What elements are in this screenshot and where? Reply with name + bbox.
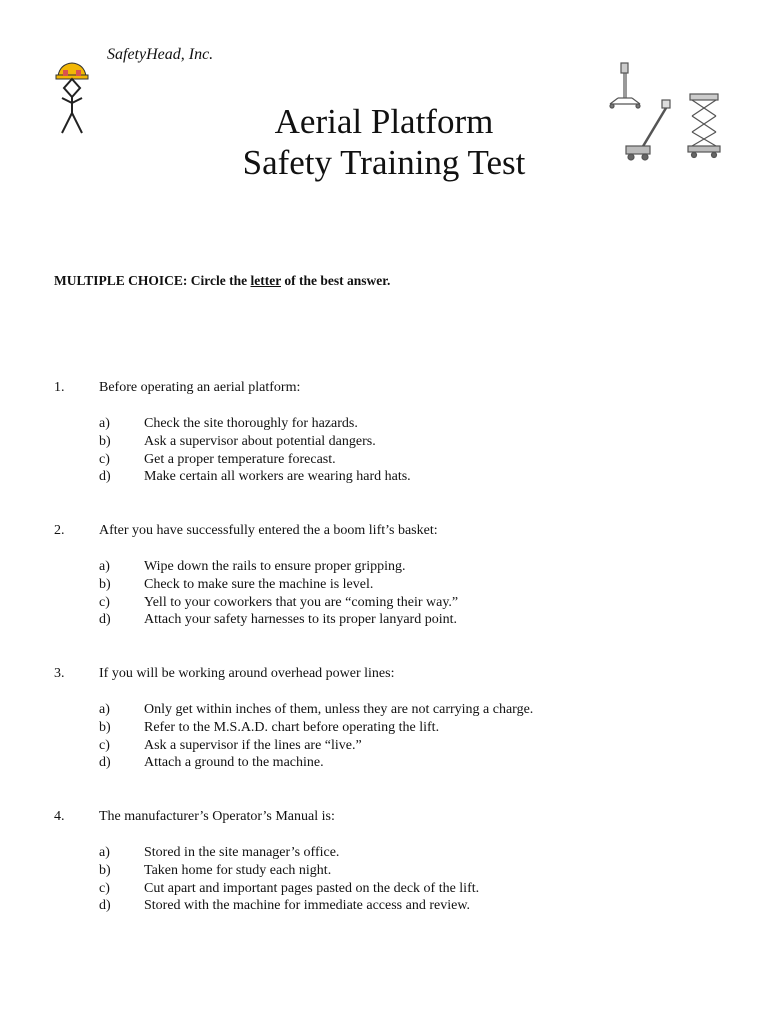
question-number: 2.	[54, 523, 65, 538]
choice-item[interactable]	[54, 701, 734, 719]
choice-item[interactable]	[54, 897, 734, 915]
question-4	[54, 808, 734, 915]
choice-text: Refer to the M.S.A.D. chart before operating the lift.	[144, 719, 440, 735]
choice-letter[interactable]: d)	[99, 469, 111, 485]
choice-text: Attach your safety harnesses to its proper lanyard point.	[144, 612, 457, 628]
question-text: After you have successfully entered the a boom lift’s basket:	[99, 523, 438, 538]
question-number: 3.	[54, 666, 65, 681]
question-3	[54, 665, 734, 772]
choice-letter[interactable]: a)	[99, 416, 110, 431]
choice-item[interactable]	[54, 611, 734, 629]
question-number: 1.	[54, 380, 65, 395]
question-2	[54, 522, 734, 629]
choice-item[interactable]	[54, 754, 734, 772]
choice-letter[interactable]: a)	[99, 702, 110, 717]
choice-letter[interactable]: c)	[99, 451, 110, 467]
choice-text: Make certain all workers are wearing hard hats.	[144, 469, 411, 485]
choice-item[interactable]	[54, 594, 734, 612]
choice-text: Ask a supervisor about potential dangers.	[144, 433, 376, 449]
choice-text: Stored in the site manager’s office.	[144, 845, 340, 860]
choice-item[interactable]	[54, 468, 734, 486]
choice-text: Stored with the machine for immediate access and review.	[144, 898, 471, 914]
choice-letter[interactable]: d)	[99, 898, 111, 914]
choice-item[interactable]	[54, 737, 734, 755]
choice-text: Attach a ground to the machine.	[144, 755, 324, 771]
choice-item[interactable]	[54, 862, 734, 880]
choice-text: Yell to your coworkers that you are “coming their way.”	[144, 594, 459, 610]
question-text: Before operating an aerial platform:	[99, 380, 301, 395]
question-1	[54, 379, 734, 486]
question-text: If you will be working around overhead power lines:	[99, 666, 395, 681]
instructions-underlined: letter	[250, 273, 281, 288]
choice-item[interactable]	[54, 433, 734, 451]
choice-text: Cut apart and important pages pasted on the deck of the lift.	[144, 880, 480, 896]
choice-text: Ask a supervisor if the lines are “live.”	[144, 737, 362, 753]
choice-letter[interactable]: d)	[99, 755, 111, 771]
choice-text: Only get within inches of them, unless they are not carrying a charge.	[144, 702, 534, 717]
stick-figure-hardhat-icon	[52, 60, 92, 136]
choice-item[interactable]	[54, 558, 734, 576]
choice-item[interactable]	[54, 451, 734, 469]
choice-letter[interactable]: a)	[99, 845, 110, 860]
title-line-1: Aerial Platform	[274, 102, 494, 141]
choice-letter[interactable]: b)	[99, 576, 111, 592]
choice-item[interactable]	[54, 576, 734, 594]
choice-text: Taken home for study each night.	[144, 862, 332, 878]
choice-item[interactable]	[54, 415, 734, 433]
choice-letter[interactable]: b)	[99, 719, 111, 735]
choice-text: Get a proper temperature forecast.	[144, 451, 336, 467]
question-number: 4.	[54, 809, 65, 824]
instructions-suffix: of the best answer.	[281, 273, 391, 288]
title-line-2: Safety Training Test	[242, 143, 526, 182]
choice-letter[interactable]: d)	[99, 612, 111, 628]
choice-letter[interactable]: c)	[99, 594, 110, 610]
choice-item[interactable]	[54, 719, 734, 737]
aerial-lifts-illustration-icon	[604, 60, 726, 166]
choice-letter[interactable]: b)	[99, 862, 111, 878]
question-text: The manufacturer’s Operator’s Manual is:	[99, 809, 335, 824]
choice-item[interactable]	[54, 844, 734, 862]
instructions	[54, 273, 390, 289]
choice-text: Check the site thoroughly for hazards.	[144, 416, 358, 431]
instructions-prefix: MULTIPLE CHOICE: Circle the	[54, 273, 251, 288]
choice-text: Check to make sure the machine is level.	[144, 576, 374, 592]
choice-letter[interactable]: c)	[99, 737, 110, 753]
choice-text: Wipe down the rails to ensure proper gripping.	[144, 559, 406, 574]
choice-item[interactable]	[54, 880, 734, 898]
company-name: SafetyHead, Inc.	[107, 46, 214, 63]
choice-letter[interactable]: c)	[99, 880, 110, 896]
choice-letter[interactable]: b)	[99, 433, 111, 449]
choice-letter[interactable]: a)	[99, 559, 110, 574]
